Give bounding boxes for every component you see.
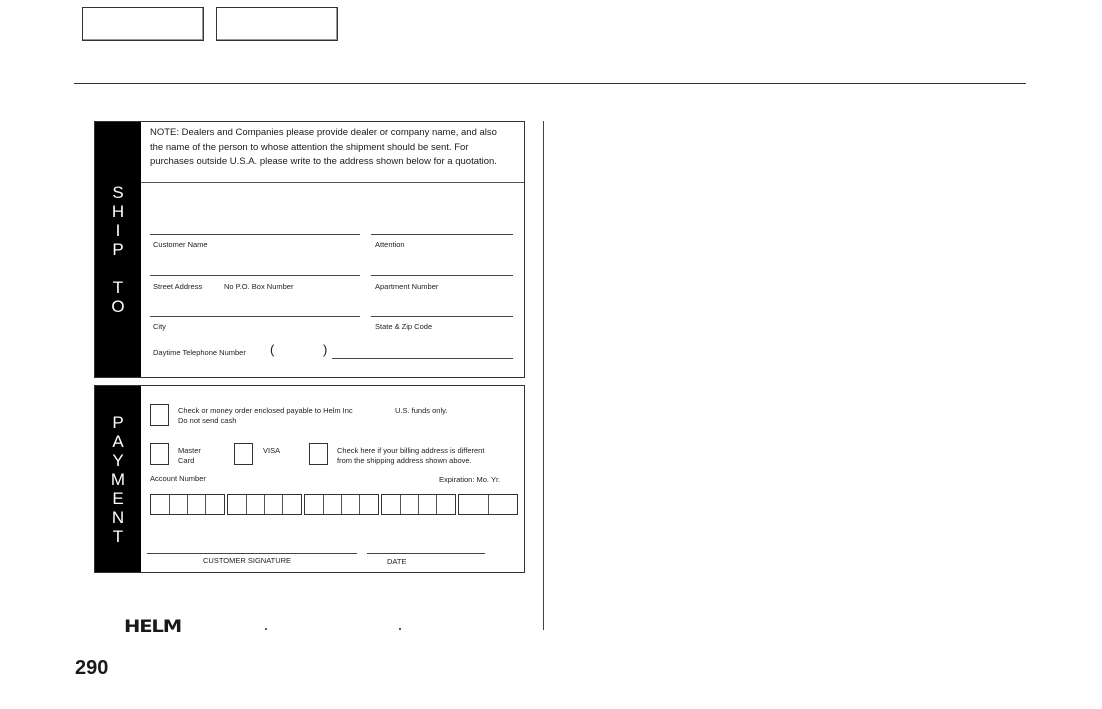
phone-line[interactable] [332,358,513,359]
no-po-box-label: No P.O. Box Number [224,282,294,291]
expiration-box[interactable] [458,494,518,515]
decorative-dot [265,628,267,630]
billing-label-1: Check here if your billing address is different [337,446,485,455]
side-letter: A [112,431,124,451]
check-money-order-label: Check or money order enclosed payable to Helm Inc [178,406,353,415]
billing-label-2: from the shipping address shown above. [337,456,472,465]
column-divider [543,121,544,630]
phone-label: Daytime Telephone Number [153,348,246,357]
account-digits-group-3[interactable] [304,494,379,515]
ship-to-section [94,121,525,378]
side-letter: S [112,183,124,202]
page-number: 290 [75,657,109,679]
side-letter: H [111,202,125,221]
helm-logo: HELM [124,617,182,637]
mastercard-label-1: Master [178,446,201,455]
side-letter: P [112,412,124,432]
payment-side-label [95,386,141,572]
side-letter: I [115,221,121,240]
account-digits-group-2[interactable] [227,494,302,515]
decorative-dot [399,628,401,630]
side-letter: M [110,469,126,489]
nav-tab-2[interactable] [216,7,338,41]
note-divider [141,182,524,183]
customer-name-line[interactable] [150,234,360,235]
visa-label: VISA [263,446,281,455]
street-address-line[interactable] [150,275,360,276]
side-letter: T [112,526,124,546]
signature-line[interactable] [147,553,357,554]
area-code-open-paren: ( [270,342,275,357]
date-label: DATE [387,557,407,566]
street-address-label: Street Address [153,282,203,291]
area-code-close-paren: ) [323,342,328,357]
billing-different-checkbox[interactable] [309,443,328,465]
state-zip-line[interactable] [371,316,513,317]
account-digits-group-1[interactable] [150,494,225,515]
city-line[interactable] [150,316,360,317]
side-letter: O [111,297,125,316]
side-letter: N [111,507,125,527]
us-funds-label: U.S. funds only. [395,406,448,415]
date-line[interactable] [367,553,485,554]
apartment-label: Apartment Number [375,282,439,291]
no-cash-label: Do not send cash [178,416,237,425]
side-letter: P [112,240,124,259]
expiration-label: Expiration: Mo. Yr. [439,475,501,484]
apartment-line[interactable] [371,275,513,276]
account-number-label: Account Number [150,474,206,483]
customer-name-label: Customer Name [153,240,208,249]
ship-note: NOTE: Dealers and Companies please provide dealer or company name, and also the name of the person to whose attention the shipment should be sent. For purchases outside U.S.A. please write to the address shown below for a quotation. [150,127,497,167]
mastercard-checkbox[interactable] [150,443,169,465]
side-letter: T [112,278,124,297]
side-letter: Y [112,450,124,470]
attention-label: Attention [375,240,405,249]
attention-line[interactable] [371,234,513,235]
signature-label: CUSTOMER SIGNATURE [203,556,292,565]
nav-tab-1[interactable] [82,7,204,41]
payment-section [94,385,525,573]
ship-to-side-label [95,122,141,377]
visa-checkbox[interactable] [234,443,253,465]
mastercard-label-2: Card [178,456,195,465]
check-money-order-checkbox[interactable] [150,404,169,426]
account-digits-group-4[interactable] [381,494,456,515]
side-letter: E [112,488,124,508]
header-divider [74,83,1026,84]
state-zip-label: State & Zip Code [375,322,433,331]
city-label: City [153,322,166,331]
